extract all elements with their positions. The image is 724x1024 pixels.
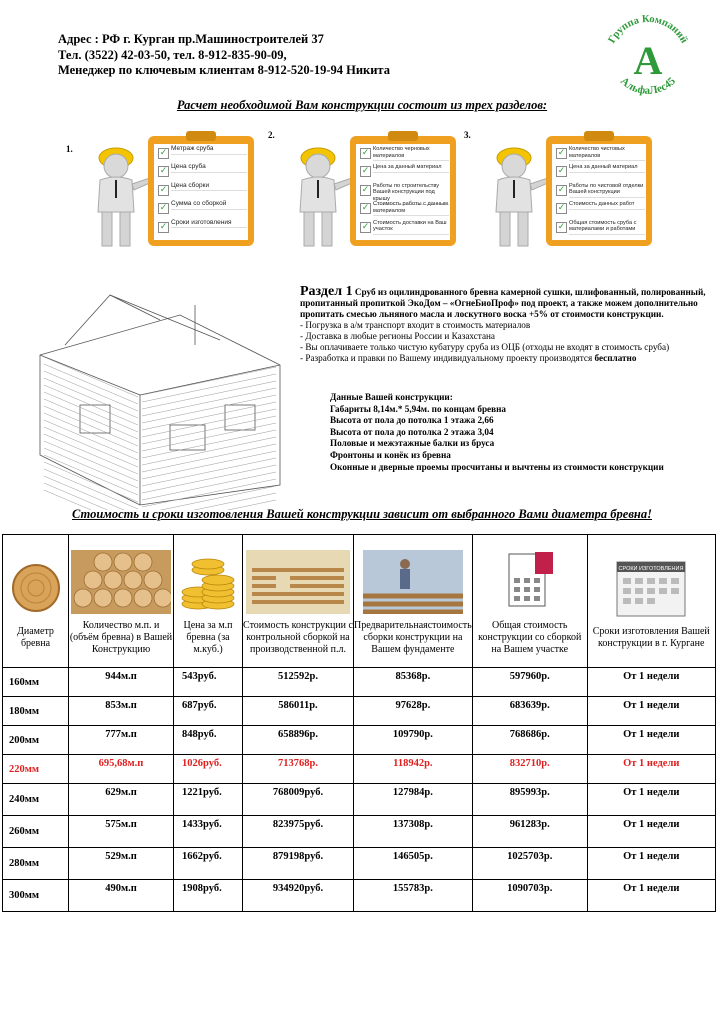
table-row xyxy=(3,755,716,784)
cell-len: 529м.п xyxy=(69,848,174,880)
cell-total: 1025703р. xyxy=(472,848,587,880)
bullet-payment: - Вы оплачиваете только чистую кубатуру сруба из ОЦБ (отходы не входят в стоимость сруба) xyxy=(300,342,670,352)
step-item: Работы по чистовой отделки Вашей конструкции xyxy=(569,183,645,198)
cell-len: 944м.п xyxy=(69,668,174,697)
cell-len: 629м.п xyxy=(69,784,174,816)
log-pile-icon xyxy=(71,550,171,614)
header-label: Предварительнаястоимость сборки конструкции на Вашем фундаменте xyxy=(354,620,472,655)
cell-price: 1026руб. xyxy=(174,755,243,784)
cell-diameter: 260мм xyxy=(3,816,69,848)
construction-line: Высота от пола до потолка 2 этажа 3,04 xyxy=(330,426,494,437)
cell-len: 490м.п xyxy=(69,880,174,912)
cell-price: 1908руб. xyxy=(174,880,243,912)
col-diameter xyxy=(3,535,69,668)
assembly-photo xyxy=(363,550,463,614)
table-row xyxy=(3,784,716,816)
checkbox-icon: ✓ xyxy=(159,203,168,214)
cell-len: 777м.п xyxy=(69,726,174,755)
cell-cost: 658896р. xyxy=(243,726,354,755)
header-label: Цена за м.п бревна (за м.куб.) xyxy=(183,620,233,655)
header-label: Сроки изготовления Вашей конструкции в г. Кургане xyxy=(592,626,710,649)
cell-total: 768686р. xyxy=(472,726,587,755)
cell-cost: 879198руб. xyxy=(243,848,354,880)
table-row xyxy=(3,816,716,848)
bullet-design-text: - Разработка и правки по Вашему индивидуальному проекту производятся xyxy=(300,353,595,363)
table-row xyxy=(3,726,716,755)
step-item: Цена за данный материал xyxy=(569,164,645,173)
table-row xyxy=(3,880,716,912)
construction-heading: Данные Вашей конструкции: xyxy=(330,392,453,402)
cell-diameter: 240мм xyxy=(3,784,69,816)
cell-len: 853м.п xyxy=(69,697,174,726)
phone-line: Тел. (3522) 42-03-50, тел. 8-912-835-90-09, xyxy=(58,47,287,62)
worker-figure-icon xyxy=(476,138,556,250)
calendar-icon xyxy=(611,556,691,620)
step-2 xyxy=(262,128,462,248)
cell-total: 961283р. xyxy=(472,816,587,848)
step-item: Цена сборки xyxy=(171,183,247,192)
step-item: Цена сруба xyxy=(171,164,247,173)
logo-text-bottom: АльфаЛес45 xyxy=(618,75,678,97)
cell-term: От 1 недели xyxy=(587,755,715,784)
bullet-design xyxy=(300,353,720,364)
checkbox-icon: ✓ xyxy=(361,166,370,177)
construction-line: Оконные и дверные проемы просчитаны и вычтены из стоимости конструкции xyxy=(330,461,664,472)
cell-total: 683639р. xyxy=(472,697,587,726)
clipboard-clip xyxy=(388,131,418,141)
construction-line: Габариты 8,14м.* 5,94м. по концам бревна xyxy=(330,403,506,414)
logo-letter: А xyxy=(633,38,663,83)
cell-total: 597960р. xyxy=(472,668,587,697)
construction-line: Высота от пола до потолка 1 этажа 2,66 xyxy=(330,415,494,426)
price-table-title: Стоимость и сроки изготовления Вашей конструкции зависит от выбранного Вами диаметра бревна! xyxy=(72,507,652,521)
step-item: Работы по строительству Вашей конструкции под крышу xyxy=(373,183,449,205)
cell-term: От 1 недели xyxy=(587,848,715,880)
col-cost xyxy=(243,535,354,668)
cell-term: От 1 недели xyxy=(587,784,715,816)
section1-heading: Раздел 1 xyxy=(300,284,353,299)
checkbox-icon: ✓ xyxy=(557,203,566,214)
cell-term: От 1 недели xyxy=(587,880,715,912)
checkbox-icon: ✓ xyxy=(557,166,566,177)
cell-asm: 155783р. xyxy=(354,880,473,912)
step-1 xyxy=(60,128,260,248)
checkbox-icon: ✓ xyxy=(361,148,370,158)
price-table xyxy=(2,534,716,912)
worker-figure-icon xyxy=(280,138,360,250)
cell-cost: 823975руб. xyxy=(243,816,354,848)
cell-cost: 512592р. xyxy=(243,668,354,697)
table-header-row xyxy=(3,535,716,668)
step-item: Стоимость работы с данным материалом xyxy=(373,201,449,216)
col-price xyxy=(174,535,243,668)
checkbox-icon: ✓ xyxy=(361,184,370,195)
cell-asm: 127984р. xyxy=(354,784,473,816)
cell-term: От 1 недели xyxy=(587,668,715,697)
cell-len: 695,68м.п xyxy=(69,755,174,784)
checkbox-icon: ✓ xyxy=(557,184,566,195)
checkbox-icon: ✓ xyxy=(159,184,168,195)
section1-intro: Сруб из оцилиндрованного бревна камерной сушки, шлифованный, полированный, пропитанный пропиткой ЭкоДом – «ОгнеБиоПроф» под проект, а также можем дополнительно пропитать смесью льняного масла и лоскутного воска +5% от стоимости конструкции. xyxy=(300,287,706,319)
cell-total: 895993р. xyxy=(472,784,587,816)
house-drawing xyxy=(20,285,300,510)
contact-header xyxy=(58,32,390,79)
col-assembly xyxy=(354,535,473,668)
clipboard-clip xyxy=(584,131,614,141)
cell-asm: 97628р. xyxy=(354,697,473,726)
cell-price: 543руб. xyxy=(174,668,243,697)
table-row xyxy=(3,697,716,726)
cell-asm: 118942р. xyxy=(354,755,473,784)
bullet-delivery: - Доставка в любые регионы России и Казахстана xyxy=(300,331,496,341)
cell-cost: 713768р. xyxy=(243,755,354,784)
bullet-loading: - Погрузка в а/м транспорт входит в стоимость материалов xyxy=(300,320,531,330)
cell-total: 1090703р. xyxy=(472,880,587,912)
cell-price: 848руб. xyxy=(174,726,243,755)
header-label: Количество м.п. и (объём бревна) в Вашей Конструкцию xyxy=(69,620,173,655)
step-item: Сумма со сборкой xyxy=(171,201,247,210)
calculator-icon xyxy=(505,550,555,614)
checkbox-icon: ✓ xyxy=(159,221,168,232)
header-label: Диаметр бревна xyxy=(17,626,54,649)
step-number: 3. xyxy=(464,130,471,140)
step-item: Количество черновых материалов xyxy=(373,146,449,161)
calendar-label: СРОКИ ИЗГОТОВЛЕНИЯ xyxy=(618,566,684,572)
manager-line: Менеджер по ключевым клиентам 8-912-520-19-94 Никита xyxy=(58,63,390,77)
cell-price: 1662руб. xyxy=(174,848,243,880)
section1-block xyxy=(300,286,720,364)
cell-cost: 934920руб. xyxy=(243,880,354,912)
coins-icon xyxy=(178,550,238,614)
cell-len: 575м.п xyxy=(69,816,174,848)
log-house-photo xyxy=(246,550,350,614)
step-item: Общая стоимость сруба с материалами и работами xyxy=(569,220,645,235)
col-total xyxy=(472,535,587,668)
construction-data xyxy=(330,392,664,473)
construction-line: Половые и межэтажные балки из бруса xyxy=(330,438,495,449)
col-length xyxy=(69,535,174,668)
cell-price: 1221руб. xyxy=(174,784,243,816)
cell-cost: 768009руб. xyxy=(243,784,354,816)
header-label: Общая стоимость конструкции со сборкой на Вашем участке xyxy=(478,620,582,655)
col-term xyxy=(587,535,715,668)
worker-figure-icon xyxy=(78,138,158,250)
checkbox-icon: ✓ xyxy=(557,221,566,232)
checkbox-icon: ✓ xyxy=(361,203,370,214)
checkbox-icon: ✓ xyxy=(159,166,168,177)
cell-asm: 109790р. xyxy=(354,726,473,755)
company-logo xyxy=(598,8,698,98)
construction-line: Фронтоны и конёк из бревна xyxy=(330,449,451,460)
checkbox-icon: ✓ xyxy=(557,148,566,158)
cell-diameter: 220мм xyxy=(3,755,69,784)
cell-cost: 586011р. xyxy=(243,697,354,726)
table-row xyxy=(3,848,716,880)
cell-asm: 137308р. xyxy=(354,816,473,848)
step-item: Стоимость данных работ xyxy=(569,201,645,210)
header-label: Стоимость конструкции с контрольной сборкой на производственной п.л. xyxy=(243,620,353,655)
step-item: Цена за данный материал xyxy=(373,164,449,173)
step-number: 1. xyxy=(66,144,73,154)
table-row xyxy=(3,668,716,697)
cell-total: 832710р. xyxy=(472,755,587,784)
cell-asm: 146505р. xyxy=(354,848,473,880)
address-line: Адрес : РФ г. Курган пр.Машиностроителей 37 xyxy=(58,32,324,46)
cell-asm: 85368р. xyxy=(354,668,473,697)
cell-diameter: 280мм xyxy=(3,848,69,880)
cell-term: От 1 недели xyxy=(587,726,715,755)
cell-diameter: 160мм xyxy=(3,668,69,697)
step-item: Стоимость доставки на Ваш участок xyxy=(373,220,449,235)
step-item: Сроки изготовления xyxy=(171,220,247,229)
cell-price: 687руб. xyxy=(174,697,243,726)
logo-text-top: Группа Компаний xyxy=(606,13,690,46)
cell-term: От 1 недели xyxy=(587,697,715,726)
cell-diameter: 200мм xyxy=(3,726,69,755)
log-end-icon xyxy=(11,556,61,620)
cell-price: 1433руб. xyxy=(174,816,243,848)
checkbox-icon: ✓ xyxy=(159,148,168,158)
cell-diameter: 180мм xyxy=(3,697,69,726)
step-number: 2. xyxy=(268,130,275,140)
checkbox-icon: ✓ xyxy=(361,221,370,232)
sections-title: Расчет необходимой Вам конструкции состоит из трех разделов: xyxy=(176,98,548,112)
clipboard-clip xyxy=(186,131,216,141)
step-item: Метраж сруба xyxy=(171,146,247,155)
cell-diameter: 300мм xyxy=(3,880,69,912)
cell-term: От 1 недели xyxy=(587,816,715,848)
step-item: Количество чистовых материалов xyxy=(569,146,645,161)
bullet-design-free: бесплатно xyxy=(594,353,637,363)
step-3 xyxy=(458,128,658,248)
